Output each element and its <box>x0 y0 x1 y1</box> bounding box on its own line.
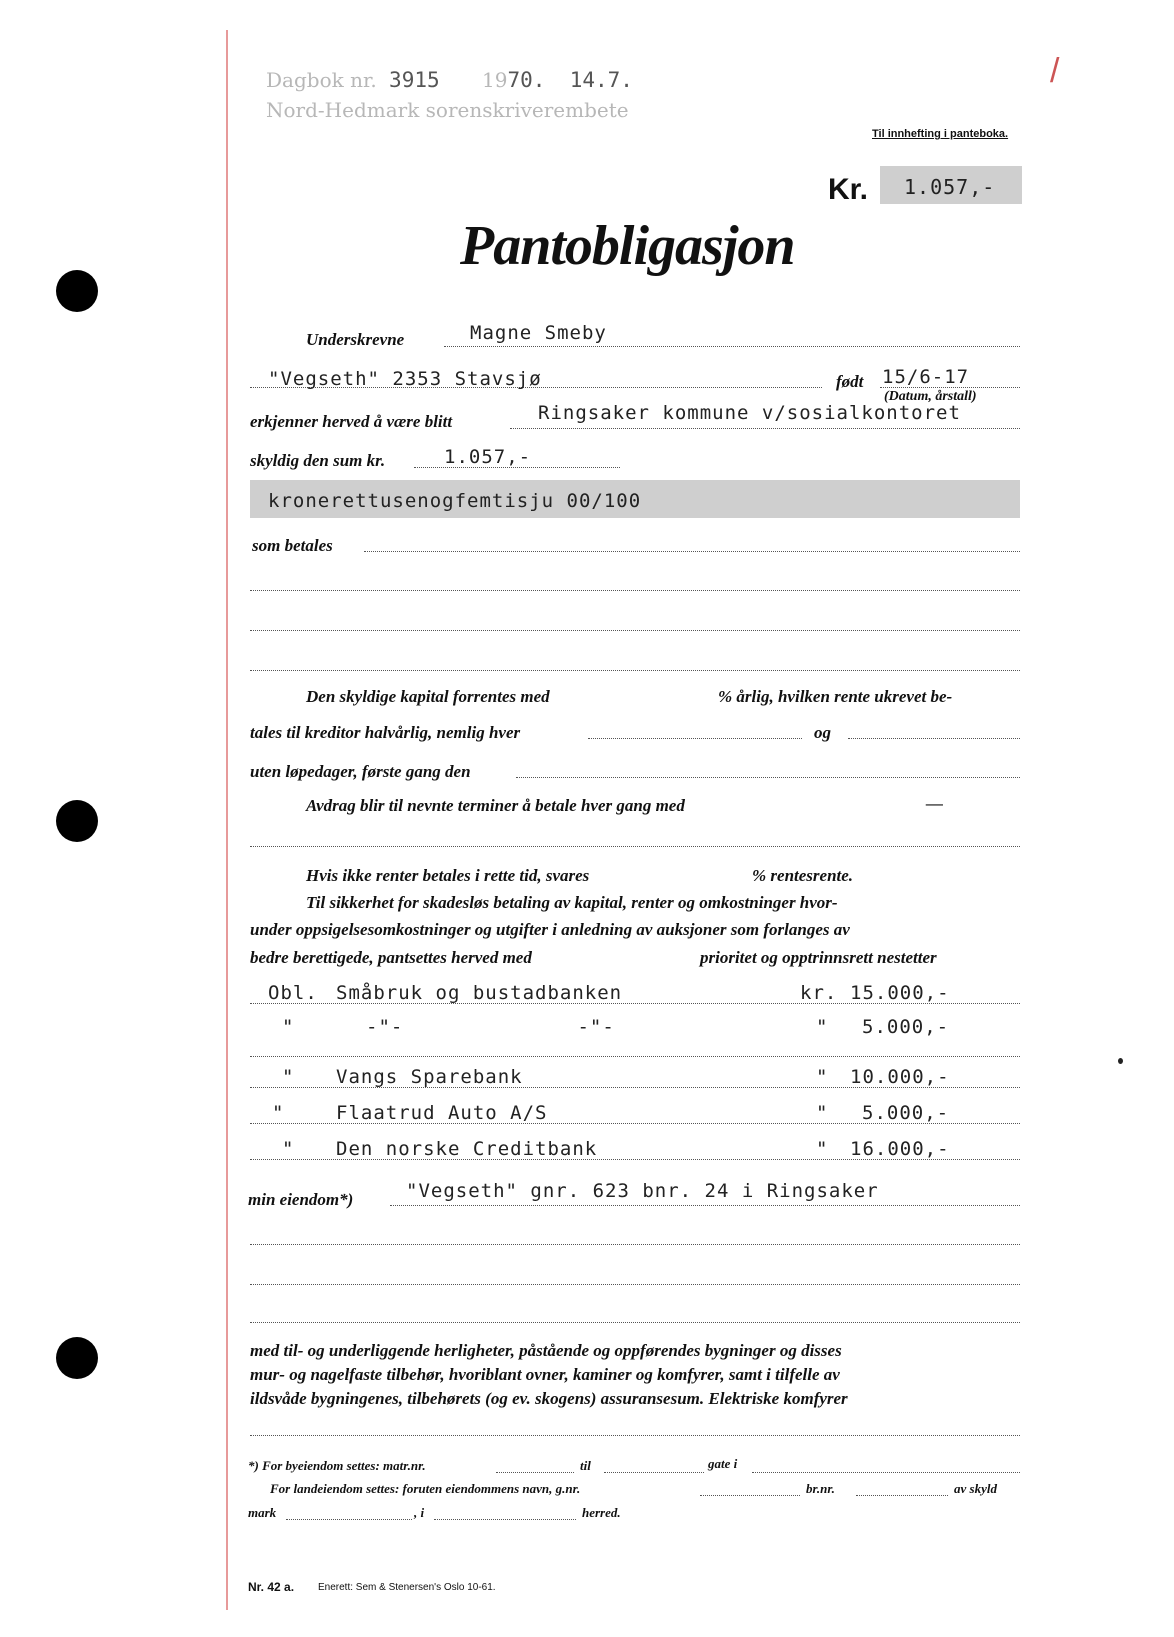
property-line-2 <box>250 1244 1020 1245</box>
sum-value: 1.057,- <box>444 446 532 468</box>
security-line3-a: bedre berettigede, pantsettes herved med <box>250 948 532 967</box>
year-prefix: 19 <box>481 68 508 92</box>
footnote-dots-4 <box>700 1495 800 1496</box>
priority-creditor: -"- -"- <box>366 1016 615 1038</box>
installment-line <box>250 846 1020 847</box>
property-value: "Vegseth" gnr. 623 bnr. 24 i Ringsaker <box>406 1180 879 1202</box>
stamp-office: Nord-Hedmark sorenskriverembete <box>266 98 629 122</box>
appurtenances-line <box>250 1435 1020 1436</box>
debtor-name-line <box>444 346 1020 347</box>
printer-imprint: Enerett: Sem & Stenersen's Oslo 10-61. <box>318 1582 496 1593</box>
creditor-name: Ringsaker kommune v/sosialkontoret <box>538 402 961 424</box>
payment-line-2 <box>250 590 1020 591</box>
footnote-dots-6 <box>286 1519 412 1520</box>
debtor-label: Underskrevne <box>306 330 405 349</box>
installment-dash: — <box>926 794 943 813</box>
payment-label: som betales <box>252 536 333 555</box>
priority-creditor: Vangs Sparebank <box>336 1066 523 1088</box>
appurtenances-line1: med til- og underliggende herligheter, påstående og oppførendes bygninger og disses <box>250 1341 842 1360</box>
property-label: min eiendom*) <box>248 1190 354 1209</box>
security-line3-b: prioritet og opptrinnsrett nestetter <box>700 948 937 967</box>
priority-row <box>250 1062 1020 1092</box>
stray-dot <box>1118 1058 1123 1064</box>
sum-in-words: kronerettusenogfemtisju 00/100 <box>268 490 642 512</box>
binding-note: Til innhefting i panteboka. <box>872 128 1009 140</box>
footnote-l2-b: br.nr. <box>806 1481 835 1496</box>
security-line1: Til sikkerhet for skadesløs betaling av kapital, renter og omkostninger hvor- <box>306 893 838 912</box>
priority-amount: 16.000,- <box>850 1138 950 1160</box>
creditor-line <box>510 428 1020 429</box>
stamp-date: 14.7. <box>569 68 633 92</box>
interest-line2-dots-b <box>848 738 1020 739</box>
footnote-l3-a: mark <box>248 1505 277 1520</box>
priority-row <box>250 1012 1020 1042</box>
footnote-l1-c: gate i <box>708 1456 738 1471</box>
priority-prefix: " <box>272 1102 285 1124</box>
interest-line2-dots-a <box>588 738 802 739</box>
debtor-name: Magne Smeby <box>470 322 607 344</box>
priority-amount: 5.000,- <box>862 1016 950 1038</box>
footnote-l1-b: til <box>580 1458 591 1473</box>
priority-currency: " <box>816 1102 829 1124</box>
dagbok-number: 3915 <box>389 68 440 92</box>
priority-row <box>250 1098 1020 1128</box>
punch-hole-top <box>56 270 98 312</box>
property-line-3 <box>250 1284 1020 1285</box>
footnote-dots-1 <box>496 1472 574 1473</box>
priority-amount: 15.000,- <box>850 982 950 1004</box>
document-title: Pantobligasjon <box>460 215 795 277</box>
security-line2: under oppsigelsesomkostninger og utgifter i anledning av auksjoner som forlanges av <box>250 920 850 939</box>
priority-creditor: Den norske Creditbank <box>336 1138 598 1160</box>
debtor-address: "Vegseth" 2353 Stavsjø <box>268 368 542 390</box>
footnote-l2-c: av skyld <box>954 1481 997 1496</box>
priority-row <box>250 1134 1020 1164</box>
footnote-dots-5 <box>856 1495 948 1496</box>
appurtenances-line2: mur- og nagelfaste tilbehør, hvoriblant ovner, kaminer og komfyrer, samt i tilfelle av <box>250 1365 840 1384</box>
appurtenances-line3: ildsvåde bygningenes, tilbehørets (og ev. skogens) assuransesum. Elektriske komfyrer <box>250 1389 848 1408</box>
kr-label: Kr. <box>828 173 869 206</box>
interest-line2-a: tales til kreditor halvårlig, nemlig hver <box>250 723 521 742</box>
payment-line-4 <box>250 670 1020 671</box>
footnote-l1-a: *) For byeiendom settes: matr.nr. <box>248 1458 426 1473</box>
journal-stamp <box>266 68 633 92</box>
payment-line-3 <box>250 630 1020 631</box>
priority-creditor: Flaatrud Auto A/S <box>336 1102 548 1124</box>
interest-line3-dots <box>516 777 1020 778</box>
priority-prefix: Obl. <box>268 982 318 1004</box>
creditor-label: erkjenner herved å være blitt <box>250 412 453 431</box>
footnote-l2-a: For landeiendom settes: foruten eiendommens navn, g.nr. <box>270 1481 581 1496</box>
dagbok-label: Dagbok nr. <box>266 68 377 92</box>
punch-hole-bottom <box>56 1337 98 1379</box>
amount-box-value: 1.057,- <box>904 175 996 199</box>
priority-prefix: " <box>282 1138 295 1160</box>
property-line <box>390 1205 1020 1206</box>
sum-label: skyldig den sum kr. <box>250 451 386 470</box>
interest-line3: uten løpedager, første gang den <box>250 762 471 781</box>
footnote-dots-7 <box>434 1519 576 1520</box>
priority-prefix: " <box>282 1066 295 1088</box>
default-interest-b: % rentesrente. <box>752 866 854 885</box>
priority-prefix: " <box>282 1016 295 1038</box>
datum-note: (Datum, årstall) <box>884 389 977 404</box>
interest-line2-b: og <box>814 723 831 742</box>
footnote-dots-3 <box>752 1472 1020 1473</box>
priority-amount: 5.000,- <box>862 1102 950 1124</box>
property-line-4 <box>250 1322 1020 1323</box>
priority-currency: " <box>816 1066 829 1088</box>
priority-row <box>250 978 1020 1008</box>
priority-amount: 10.000,- <box>850 1066 950 1088</box>
footnote-l3-b: , i <box>414 1505 425 1520</box>
priority-currency: " <box>816 1016 829 1038</box>
default-interest-a: Hvis ikke renter betales i rette tid, svares <box>306 866 590 885</box>
margin-rule <box>226 30 228 1610</box>
punch-hole-middle <box>56 800 98 842</box>
year-suffix: 70. <box>507 68 546 92</box>
check-tick: / <box>1050 52 1060 90</box>
priority-spacer-line <box>250 1056 1020 1057</box>
payment-line-1 <box>364 551 1020 552</box>
born-label: født <box>836 372 864 391</box>
priority-currency: " <box>816 1138 829 1160</box>
priority-currency: kr. <box>800 982 838 1004</box>
footnote-dots-2 <box>604 1472 704 1473</box>
footnote-l3-c: herred. <box>582 1505 621 1520</box>
born-value: 15/6-17 <box>882 366 970 388</box>
interest-line1-a: Den skyldige kapital forrentes med <box>306 687 550 706</box>
interest-line1-b: % årlig, hvilken rente ukrevet be- <box>718 687 953 706</box>
priority-creditor: Småbruk og bustadbanken <box>336 982 623 1004</box>
interest-line4: Avdrag blir til nevnte terminer å betale hver gang med <box>306 796 685 815</box>
form-number: Nr. 42 a. <box>248 1580 295 1594</box>
